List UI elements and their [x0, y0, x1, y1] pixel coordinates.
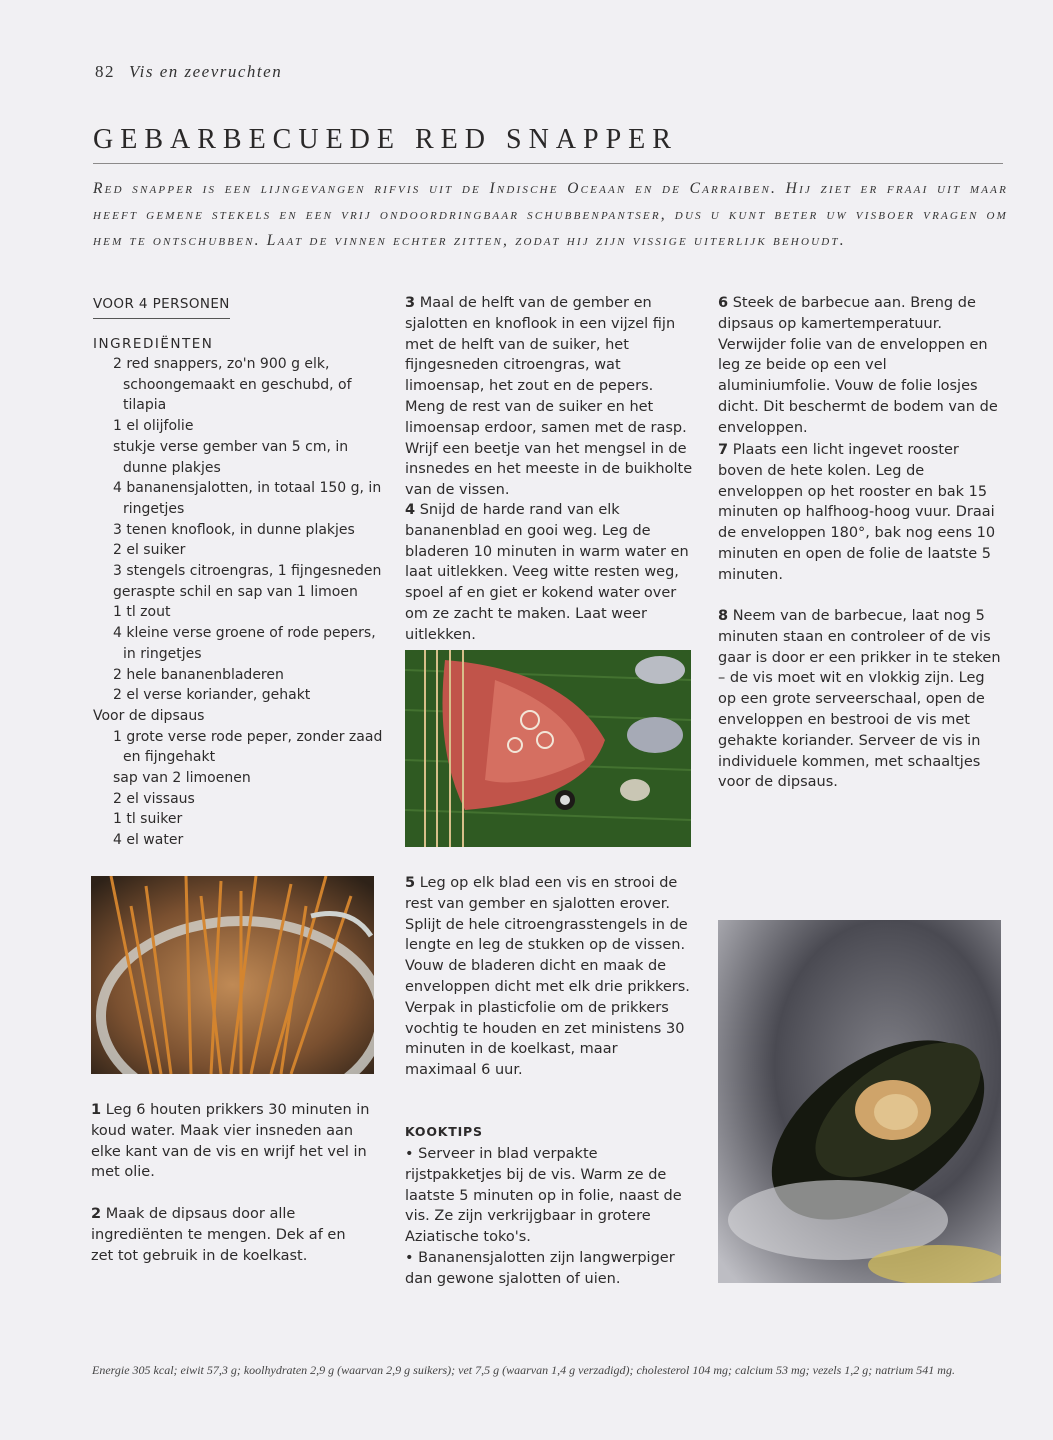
page-number: 82: [95, 62, 115, 81]
step-6: [718, 293, 1003, 439]
step-3: [405, 293, 693, 501]
step-number: 7: [718, 442, 729, 458]
step-4: [405, 500, 693, 646]
ingredient-item: sap van 2 limoenen: [113, 770, 251, 787]
step-number: 4: [405, 502, 416, 518]
ingredient-item: geraspte schil en sap van 1 limoen: [113, 583, 358, 600]
step-number: 8: [718, 608, 729, 624]
step-text: Maak de dipsaus door alle ingrediënten te mengen. Dek af en zet tot gebruik in de koelkast.: [91, 1206, 346, 1264]
ingredients-list: [93, 354, 383, 851]
ingredient-item: stukje verse gember van 5 cm, in dunne plakjes: [113, 438, 349, 476]
ingredient-item: 2 el suiker: [113, 542, 186, 559]
step-5: [405, 873, 693, 1081]
ingredient-item: 1 tl suiker: [113, 811, 183, 828]
step-text: Snijd de harde rand van elk bananenblad en gooi weg. Leg de bladeren 10 minuten in warm water en laat uitlekken. Veeg witte resten weg, spoel af en giet er kokend water over om ze zacht te maken. Laat weer uitlekken.: [405, 502, 689, 643]
section-title: Vis en zeevruchten: [129, 62, 283, 81]
step-text: Neem van de barbecue, laat nog 5 minuten staan en controleer of de vis gaar is door er een prikker in te steken – de vis moet wit en vlokkig zijn. Leg op een grote serveerschaal, open de enveloppen en bestrooi de vis met gehakte koriander. Serveer de vis in individuele kommen, met schaaltjes voor de dipsaus.: [718, 608, 1001, 791]
kooktips-heading: KOOKTIPS: [405, 1124, 483, 1139]
title-divider: [93, 163, 1003, 164]
ingredient-item: 1 tl zout: [113, 604, 171, 621]
ingredient-item: 4 kleine verse groene of rode pepers, in ringetjes: [113, 625, 376, 662]
step-number: 3: [405, 295, 416, 311]
step-2: [91, 1204, 371, 1266]
ingredient-item: 1 grote verse rode peper, zonder zaad en fijngehakt: [113, 728, 383, 766]
photo-wrapped-parcel: [718, 920, 1001, 1283]
step-8: [718, 606, 1003, 793]
ingredient-item: 2 el vissaus: [113, 790, 195, 807]
step-text: Leg op elk blad een vis en strooi de rest van gember en sjalotten erover. Splijt de hele citroengrasstengels in de lengte en leg de stukken op de vissen. Vouw de bladeren dicht en maak de enveloppen dicht met elk drie prikkers. Verpak in plasticfolie om de prikkers vochtig te houden en zet ministens 30 minuten in de koelkast, maar maximaal 6 uur.: [405, 875, 690, 1079]
kooktips-list: [405, 1144, 693, 1290]
photo-fish-banana-leaf: [405, 650, 691, 847]
dipsaus-heading: Voor de dipsaus: [93, 707, 205, 724]
ingredient-item: 4 bananensjalotten, in totaal 150 g, in ringetjes: [113, 480, 382, 517]
ingredients-heading: INGREDIËNTEN: [93, 336, 214, 352]
ingredient-item: 2 el verse koriander, gehakt: [113, 687, 311, 704]
ingredient-item: 2 red snappers, zo'n 900 g elk, schoongemaakt en geschubd, of tilapia: [113, 356, 352, 414]
ingredient-item: 2 hele bananenbladeren: [113, 666, 284, 683]
nutrition-info: Energie 305 kcal; eiwit 57,3 g; koolhydraten 2,9 g (waarvan 2,9 g suikers); vet 7,5 g (waarvan 1,4 g verzadigd); cholesterol 104 mg; calcium 53 mg; vezels 1,2 g; natrium 541 mg.: [92, 1363, 955, 1377]
step-text: Leg 6 houten prikkers 30 minuten in koud water. Maak vier insneden aan elke kant van de vis en wrijf het vel in met olie.: [91, 1102, 370, 1181]
step-number: 1: [91, 1102, 102, 1118]
step-7: [718, 440, 1003, 586]
ingredient-item: 3 stengels citroengras, 1 fijngesneden: [113, 563, 382, 580]
recipe-title: [93, 124, 678, 156]
step-number: 6: [718, 295, 729, 311]
step-number: 2: [91, 1206, 102, 1222]
photo-skewers-jar: [91, 876, 374, 1074]
step-text: Plaats een licht ingevet rooster boven de hete kolen. Leg de enveloppen op het rooster en bak 15 minuten op halfhoog-hoog vuur. Draai de enveloppen 180°, bak nog eens 10 minuten en open de folie de laatste 5 minuten.: [718, 442, 996, 583]
ingredient-item: 1 el olijfolie: [113, 418, 194, 435]
step-text: Maal de helft van de gember en sjalotten en knoflook in een vijzel fijn met de helft van de suiker, het fijngesneden citroengras, wat limoensap, het zout en de pepers. Meng de rest van de suiker en het limoensap erdoor, samen met de rasp. Wrijf een beetje van het mengsel in de insnedes en het meeste in de buikholte van de vissen.: [405, 295, 693, 499]
ingredient-item: 3 tenen knoflook, in dunne plakjes: [113, 521, 355, 538]
step-text: Steek de barbecue aan. Breng de dipsaus op kamertemperatuur. Verwijder folie van de enveloppen en leg ze beide op een vel aluminiumfolie. Vouw de folie losjes dicht. Dit beschermt de bodem van de enveloppen.: [718, 295, 998, 436]
kooktip-item: • Bananensjalotten zijn langwerpiger dan gewone sjalotten of uien.: [405, 1249, 675, 1287]
running-header: [95, 62, 282, 82]
step-number: 5: [405, 875, 416, 891]
recipe-title-text: GEBARBECUEDE RED SNAPPER: [93, 124, 678, 155]
kooktip-item: • Serveer in blad verpakte rijstpakketjes bij de vis. Warm ze de laatste 5 minuten op in folie, naast de vis. Ze zijn verkrijgbaar in grotere Aziatische toko's.: [405, 1146, 682, 1246]
recipe-intro: Red snapper is een lijngevangen rifvis uit de Indische Oceaan en de Carraiben. Hij ziet er fraai uit maar heeft gemene stekels en een vrij ondoordringbaar schubbenpantser, dus u kunt beter uw visboer vragen om hem te ontschubben. Laat de vinnen echter zitten, zodat hij zijn vissige uiterlijk behoudt.: [93, 180, 1008, 249]
ingredient-item: 4 el water: [113, 832, 184, 849]
step-1: [91, 1100, 371, 1183]
servings-label: VOOR 4 PERSONEN: [93, 294, 230, 319]
